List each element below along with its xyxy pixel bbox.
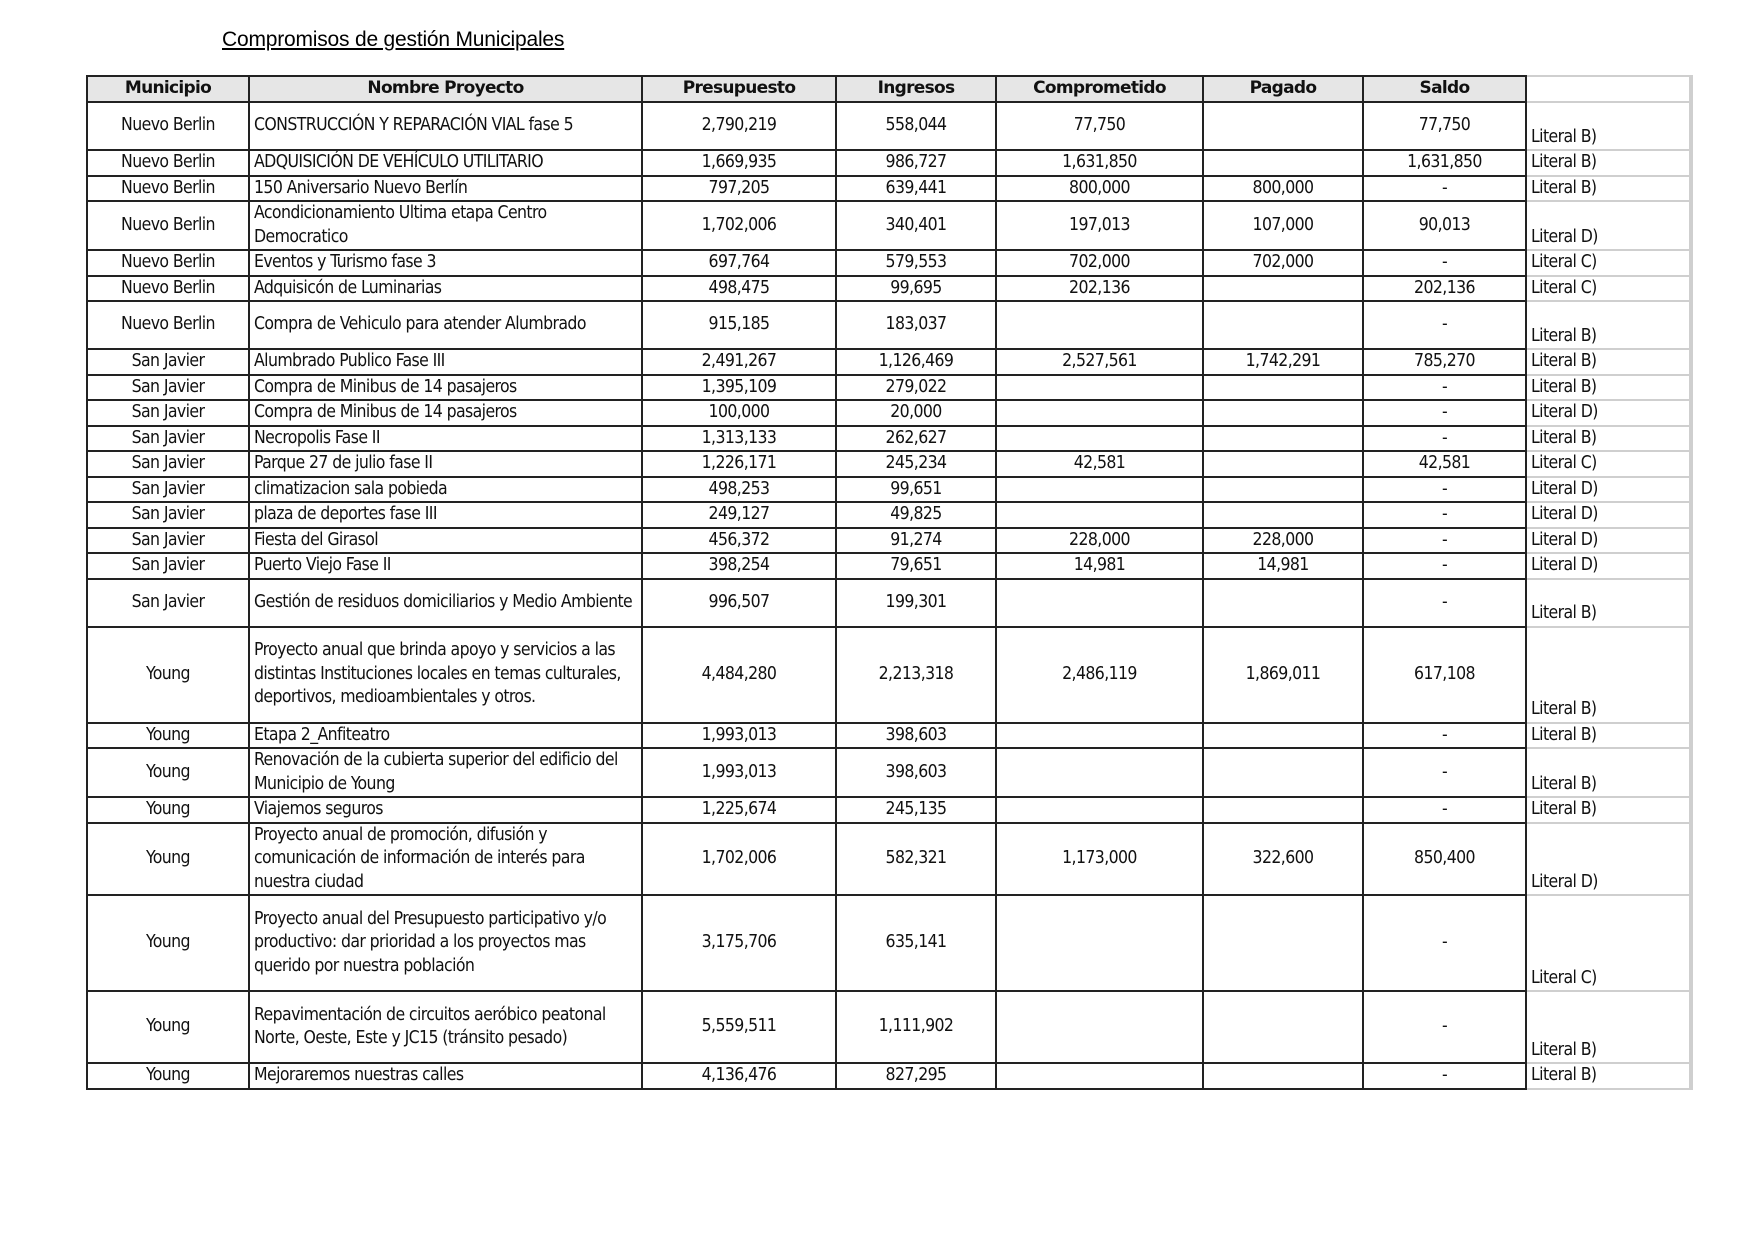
table-row [87, 276, 1691, 302]
table-row [87, 451, 1691, 477]
cell-saldo: - [1363, 176, 1526, 202]
cell-municipio: San Javier [87, 553, 249, 579]
table-header-row [87, 76, 1691, 102]
cell-literal: Literal B) [1526, 301, 1691, 349]
cell-ingresos: 398,603 [836, 723, 996, 749]
cell-ingresos: 279,022 [836, 375, 996, 401]
cell-presupuesto: 100,000 [642, 400, 836, 426]
cell-nombre-proyecto: Adquisicón de Luminarias [249, 276, 642, 302]
cell-nombre-proyecto: Puerto Viejo Fase II [249, 553, 642, 579]
cell-presupuesto: 1,702,006 [642, 823, 836, 896]
cell-ingresos: 99,695 [836, 276, 996, 302]
cell-literal: Literal B) [1526, 349, 1691, 375]
cell-presupuesto: 697,764 [642, 250, 836, 276]
cell-nombre-proyecto: Compra de Minibus de 14 pasajeros [249, 375, 642, 401]
cell-comprometido [996, 375, 1203, 401]
cell-saldo: 90,013 [1363, 201, 1526, 250]
table-row [87, 477, 1691, 503]
cell-presupuesto: 1,993,013 [642, 723, 836, 749]
cell-nombre-proyecto: Proyecto anual de promoción, difusión y comunicación de información de interés para nuestra ciudad [249, 823, 642, 896]
cell-literal: Literal D) [1526, 502, 1691, 528]
cell-pagado: 702,000 [1203, 250, 1363, 276]
document-title: Compromisos de gestión Municipales [222, 28, 565, 51]
cell-literal: Literal D) [1526, 201, 1691, 250]
cell-pagado: 800,000 [1203, 176, 1363, 202]
cell-literal: Literal B) [1526, 426, 1691, 452]
cell-ingresos: 245,234 [836, 451, 996, 477]
cell-saldo: - [1363, 579, 1526, 627]
cell-presupuesto: 1,702,006 [642, 201, 836, 250]
cell-nombre-proyecto: 150 Aniversario Nuevo Berlín [249, 176, 642, 202]
header-pagado: Pagado [1203, 76, 1363, 102]
cell-literal: Literal B) [1526, 375, 1691, 401]
cell-pagado: 14,981 [1203, 553, 1363, 579]
cell-presupuesto: 1,313,133 [642, 426, 836, 452]
cell-municipio: Young [87, 895, 249, 991]
table-body [87, 102, 1691, 1089]
cell-nombre-proyecto: Proyecto anual que brinda apoyo y servicios a las distintas Instituciones locales en temas culturales, deportivos, medioambientales y otros. [249, 627, 642, 723]
table-row [87, 528, 1691, 554]
cell-saldo: - [1363, 553, 1526, 579]
cell-presupuesto: 4,484,280 [642, 627, 836, 723]
cell-literal: Literal C) [1526, 276, 1691, 302]
cell-presupuesto: 797,205 [642, 176, 836, 202]
table-row [87, 823, 1691, 896]
cell-comprometido: 14,981 [996, 553, 1203, 579]
table-row [87, 150, 1691, 176]
cell-comprometido: 800,000 [996, 176, 1203, 202]
header-nombre-proyecto: Nombre Proyecto [249, 76, 642, 102]
cell-municipio: San Javier [87, 477, 249, 503]
cell-pagado [1203, 502, 1363, 528]
cell-pagado [1203, 400, 1363, 426]
cell-presupuesto: 996,507 [642, 579, 836, 627]
cell-ingresos: 1,126,469 [836, 349, 996, 375]
cell-comprometido: 2,486,119 [996, 627, 1203, 723]
cell-presupuesto: 3,175,706 [642, 895, 836, 991]
cell-literal: Literal B) [1526, 627, 1691, 723]
cell-nombre-proyecto: plaza de deportes fase III [249, 502, 642, 528]
cell-comprometido [996, 797, 1203, 823]
cell-presupuesto: 915,185 [642, 301, 836, 349]
cell-pagado [1203, 276, 1363, 302]
cell-municipio: San Javier [87, 426, 249, 452]
table-row [87, 349, 1691, 375]
table-row [87, 1063, 1691, 1089]
cell-comprometido: 77,750 [996, 102, 1203, 150]
cell-presupuesto: 2,491,267 [642, 349, 836, 375]
cell-comprometido [996, 400, 1203, 426]
cell-municipio: Young [87, 627, 249, 723]
cell-saldo: - [1363, 250, 1526, 276]
table-row [87, 400, 1691, 426]
cell-presupuesto: 5,559,511 [642, 991, 836, 1063]
cell-presupuesto: 1,669,935 [642, 150, 836, 176]
cell-comprometido: 1,173,000 [996, 823, 1203, 896]
cell-nombre-proyecto: Eventos y Turismo fase 3 [249, 250, 642, 276]
cell-ingresos: 340,401 [836, 201, 996, 250]
cell-saldo: - [1363, 723, 1526, 749]
cell-pagado [1203, 301, 1363, 349]
cell-saldo: - [1363, 426, 1526, 452]
cell-municipio: San Javier [87, 349, 249, 375]
cell-ingresos: 262,627 [836, 426, 996, 452]
cell-pagado [1203, 451, 1363, 477]
cell-nombre-proyecto: Etapa 2_Anfiteatro [249, 723, 642, 749]
cell-ingresos: 91,274 [836, 528, 996, 554]
cell-pagado [1203, 797, 1363, 823]
cell-municipio: Nuevo Berlin [87, 176, 249, 202]
cell-saldo: - [1363, 400, 1526, 426]
cell-ingresos: 986,727 [836, 150, 996, 176]
cell-ingresos: 582,321 [836, 823, 996, 896]
cell-literal: Literal B) [1526, 748, 1691, 797]
cell-saldo: - [1363, 301, 1526, 349]
cell-comprometido: 42,581 [996, 451, 1203, 477]
cell-presupuesto: 456,372 [642, 528, 836, 554]
cell-pagado [1203, 150, 1363, 176]
cell-municipio: Young [87, 823, 249, 896]
cell-comprometido [996, 579, 1203, 627]
cell-comprometido [996, 991, 1203, 1063]
cell-pagado [1203, 895, 1363, 991]
cell-ingresos: 245,135 [836, 797, 996, 823]
cell-presupuesto: 1,993,013 [642, 748, 836, 797]
table-row [87, 250, 1691, 276]
cell-saldo: - [1363, 502, 1526, 528]
cell-nombre-proyecto: Fiesta del Girasol [249, 528, 642, 554]
cell-comprometido: 197,013 [996, 201, 1203, 250]
cell-municipio: Young [87, 991, 249, 1063]
cell-comprometido: 1,631,850 [996, 150, 1203, 176]
cell-municipio: Young [87, 748, 249, 797]
cell-ingresos: 639,441 [836, 176, 996, 202]
cell-municipio: San Javier [87, 451, 249, 477]
cell-nombre-proyecto: Proyecto anual del Presupuesto participativo y/o productivo: dar prioridad a los proyectos mas querido por nuestra población [249, 895, 642, 991]
cell-nombre-proyecto: Compra de Minibus de 14 pasajeros [249, 400, 642, 426]
cell-literal: Literal B) [1526, 579, 1691, 627]
cell-ingresos: 2,213,318 [836, 627, 996, 723]
cell-saldo: 850,400 [1363, 823, 1526, 896]
cell-nombre-proyecto: Viajemos seguros [249, 797, 642, 823]
table-row [87, 579, 1691, 627]
table-row [87, 176, 1691, 202]
table-row [87, 201, 1691, 250]
cell-pagado [1203, 723, 1363, 749]
table-row [87, 748, 1691, 797]
cell-pagado [1203, 748, 1363, 797]
cell-municipio: Nuevo Berlin [87, 276, 249, 302]
cell-municipio: Nuevo Berlin [87, 150, 249, 176]
cell-pagado [1203, 426, 1363, 452]
cell-literal: Literal B) [1526, 150, 1691, 176]
cell-comprometido: 202,136 [996, 276, 1203, 302]
cell-nombre-proyecto: Parque 27 de julio fase II [249, 451, 642, 477]
cell-presupuesto: 4,136,476 [642, 1063, 836, 1089]
cell-municipio: San Javier [87, 502, 249, 528]
cell-presupuesto: 249,127 [642, 502, 836, 528]
cell-municipio: Nuevo Berlin [87, 301, 249, 349]
cell-ingresos: 579,553 [836, 250, 996, 276]
cell-municipio: Young [87, 723, 249, 749]
table-row [87, 627, 1691, 723]
cell-pagado [1203, 579, 1363, 627]
cell-presupuesto: 498,475 [642, 276, 836, 302]
cell-comprometido: 228,000 [996, 528, 1203, 554]
cell-saldo: 785,270 [1363, 349, 1526, 375]
cell-pagado [1203, 1063, 1363, 1089]
cell-comprometido [996, 748, 1203, 797]
cell-municipio: Nuevo Berlin [87, 201, 249, 250]
header-presupuesto: Presupuesto [642, 76, 836, 102]
cell-ingresos: 20,000 [836, 400, 996, 426]
cell-nombre-proyecto: Repavimentación de circuitos aeróbico peatonal Norte, Oeste, Este y JC15 (tránsito pesado) [249, 991, 642, 1063]
cell-literal: Literal B) [1526, 797, 1691, 823]
cell-comprometido [996, 426, 1203, 452]
header-literal [1526, 76, 1691, 102]
table-row [87, 502, 1691, 528]
cell-literal: Literal B) [1526, 176, 1691, 202]
cell-presupuesto: 498,253 [642, 477, 836, 503]
cell-literal: Literal D) [1526, 477, 1691, 503]
cell-pagado: 1,869,011 [1203, 627, 1363, 723]
commitments-table [86, 75, 1693, 1090]
cell-ingresos: 183,037 [836, 301, 996, 349]
header-comprometido: Comprometido [996, 76, 1203, 102]
cell-comprometido [996, 301, 1203, 349]
cell-ingresos: 99,651 [836, 477, 996, 503]
cell-literal: Literal C) [1526, 895, 1691, 991]
cell-presupuesto: 1,395,109 [642, 375, 836, 401]
cell-municipio: Nuevo Berlin [87, 250, 249, 276]
cell-literal: Literal C) [1526, 451, 1691, 477]
cell-municipio: San Javier [87, 528, 249, 554]
cell-ingresos: 398,603 [836, 748, 996, 797]
cell-saldo: - [1363, 1063, 1526, 1089]
header-ingresos: Ingresos [836, 76, 996, 102]
cell-presupuesto: 2,790,219 [642, 102, 836, 150]
table-row [87, 723, 1691, 749]
cell-saldo: - [1363, 477, 1526, 503]
cell-comprometido [996, 1063, 1203, 1089]
cell-municipio: San Javier [87, 375, 249, 401]
cell-nombre-proyecto: Necropolis Fase II [249, 426, 642, 452]
cell-pagado: 107,000 [1203, 201, 1363, 250]
cell-literal: Literal B) [1526, 1063, 1691, 1089]
cell-literal: Literal B) [1526, 991, 1691, 1063]
cell-nombre-proyecto: ADQUISICIÓN DE VEHÍCULO UTILITARIO [249, 150, 642, 176]
cell-pagado: 1,742,291 [1203, 349, 1363, 375]
cell-saldo: - [1363, 991, 1526, 1063]
cell-saldo: 617,108 [1363, 627, 1526, 723]
cell-comprometido: 2,527,561 [996, 349, 1203, 375]
cell-saldo: 1,631,850 [1363, 150, 1526, 176]
cell-ingresos: 1,111,902 [836, 991, 996, 1063]
table-row [87, 426, 1691, 452]
table-row [87, 102, 1691, 150]
table-row [87, 375, 1691, 401]
cell-comprometido [996, 502, 1203, 528]
table-row [87, 301, 1691, 349]
table-row [87, 797, 1691, 823]
cell-nombre-proyecto: Mejoraremos nuestras calles [249, 1063, 642, 1089]
cell-presupuesto: 1,225,674 [642, 797, 836, 823]
cell-comprometido [996, 477, 1203, 503]
cell-presupuesto: 1,226,171 [642, 451, 836, 477]
cell-literal: Literal D) [1526, 553, 1691, 579]
cell-literal: Literal D) [1526, 823, 1691, 896]
cell-nombre-proyecto: Gestión de residuos domiciliarios y Medio Ambiente [249, 579, 642, 627]
cell-ingresos: 558,044 [836, 102, 996, 150]
cell-municipio: San Javier [87, 579, 249, 627]
cell-saldo: 77,750 [1363, 102, 1526, 150]
cell-ingresos: 635,141 [836, 895, 996, 991]
cell-pagado [1203, 477, 1363, 503]
cell-saldo: - [1363, 528, 1526, 554]
cell-comprometido [996, 723, 1203, 749]
cell-saldo: - [1363, 895, 1526, 991]
cell-nombre-proyecto: Alumbrado Publico Fase III [249, 349, 642, 375]
cell-literal: Literal D) [1526, 400, 1691, 426]
cell-municipio: Young [87, 1063, 249, 1089]
cell-literal: Literal D) [1526, 528, 1691, 554]
cell-saldo: 202,136 [1363, 276, 1526, 302]
cell-saldo: - [1363, 797, 1526, 823]
header-saldo: Saldo [1363, 76, 1526, 102]
cell-literal: Literal B) [1526, 723, 1691, 749]
table-row [87, 553, 1691, 579]
cell-pagado: 228,000 [1203, 528, 1363, 554]
cell-ingresos: 49,825 [836, 502, 996, 528]
cell-presupuesto: 398,254 [642, 553, 836, 579]
cell-comprometido: 702,000 [996, 250, 1203, 276]
table-row [87, 895, 1691, 991]
cell-municipio: Young [87, 797, 249, 823]
cell-saldo: 42,581 [1363, 451, 1526, 477]
cell-pagado [1203, 991, 1363, 1063]
cell-municipio: Nuevo Berlin [87, 102, 249, 150]
cell-saldo: - [1363, 748, 1526, 797]
cell-ingresos: 199,301 [836, 579, 996, 627]
cell-nombre-proyecto: Compra de Vehiculo para atender Alumbrado [249, 301, 642, 349]
cell-pagado [1203, 375, 1363, 401]
cell-comprometido [996, 895, 1203, 991]
cell-nombre-proyecto: Renovación de la cubierta superior del edificio del Municipio de Young [249, 748, 642, 797]
cell-saldo: - [1363, 375, 1526, 401]
cell-ingresos: 827,295 [836, 1063, 996, 1089]
cell-pagado: 322,600 [1203, 823, 1363, 896]
cell-literal: Literal B) [1526, 102, 1691, 150]
table-row [87, 991, 1691, 1063]
cell-nombre-proyecto: climatizacion sala pobieda [249, 477, 642, 503]
cell-nombre-proyecto: Acondicionamiento Ultima etapa Centro Democratico [249, 201, 642, 250]
cell-literal: Literal C) [1526, 250, 1691, 276]
header-municipio: Municipio [87, 76, 249, 102]
cell-municipio: San Javier [87, 400, 249, 426]
cell-ingresos: 79,651 [836, 553, 996, 579]
cell-nombre-proyecto: CONSTRUCCIÓN Y REPARACIÓN VIAL fase 5 [249, 102, 642, 150]
cell-pagado [1203, 102, 1363, 150]
